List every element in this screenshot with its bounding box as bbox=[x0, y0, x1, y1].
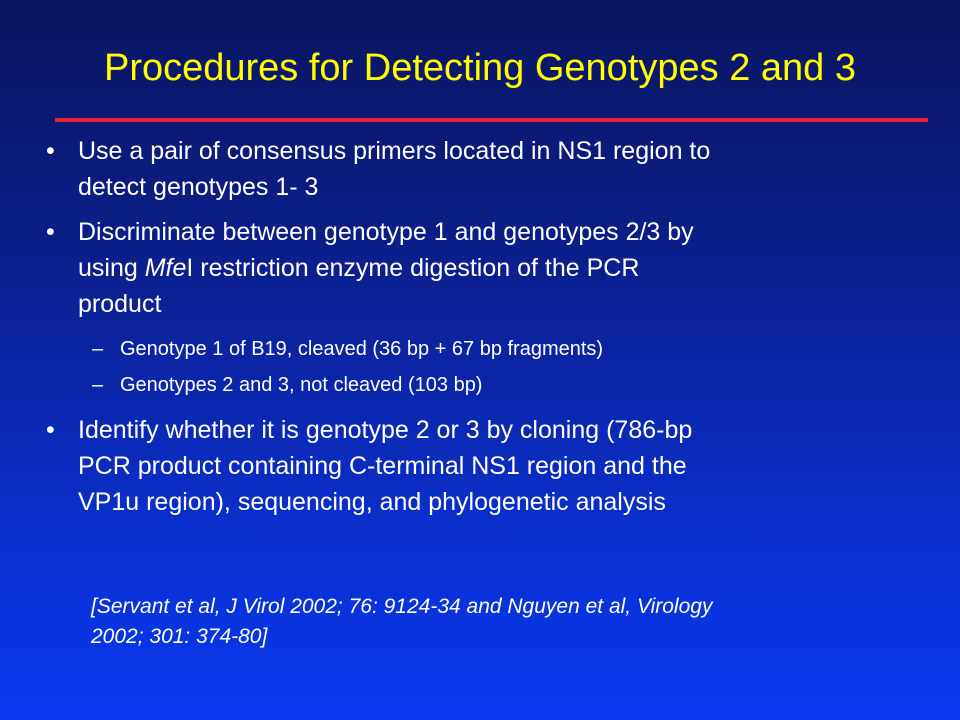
bullet-text-line bbox=[78, 250, 878, 286]
citation bbox=[91, 592, 901, 652]
sub-item-marker: – bbox=[92, 338, 104, 360]
bullet-text-segment: using bbox=[78, 254, 145, 282]
citation-line: [Servant et al, J Virol 2002; 76: 9124-34 and Nguyen et al, Virology bbox=[91, 595, 713, 618]
bullet-text-line: Discriminate between genotype 1 and genotypes 2/3 by bbox=[78, 218, 694, 246]
bullet-text-line: PCR product containing C-terminal NS1 region and the bbox=[78, 452, 687, 480]
bullet-text-line: Identify whether it is genotype 2 or 3 by cloning (786-bp bbox=[78, 416, 693, 444]
bullet-marker: • bbox=[46, 218, 55, 246]
bullet-text-line: VP1u region), sequencing, and phylogenetic analysis bbox=[78, 488, 666, 516]
bullet-text-line: product bbox=[78, 290, 162, 318]
title-underline-rule bbox=[55, 118, 928, 122]
sub-item-text: Genotypes 2 and 3, not cleaved (103 bp) bbox=[120, 374, 483, 396]
bullet-text bbox=[78, 412, 878, 520]
bullet-text-segment: I restriction enzyme digestion of the PCR bbox=[186, 254, 640, 282]
slide-title: Procedures for Detecting Genotypes 2 and 3 bbox=[103, 47, 856, 89]
bullet-text-line: Use a pair of consensus primers located in NS1 region to bbox=[78, 137, 711, 165]
bullet-text bbox=[78, 214, 878, 322]
citation-line: 2002; 301: 374-80] bbox=[91, 625, 268, 648]
enzyme-name-italic: Mfe bbox=[144, 254, 187, 282]
bullet-text bbox=[78, 133, 878, 205]
bullet-marker: • bbox=[46, 137, 55, 165]
bullet-text-line: detect genotypes 1- 3 bbox=[78, 173, 319, 201]
bullet-marker: • bbox=[46, 416, 55, 444]
sub-item-text: Genotype 1 of B19, cleaved (36 bp + 67 bp fragments) bbox=[120, 338, 604, 360]
sub-item-marker: – bbox=[92, 374, 104, 396]
